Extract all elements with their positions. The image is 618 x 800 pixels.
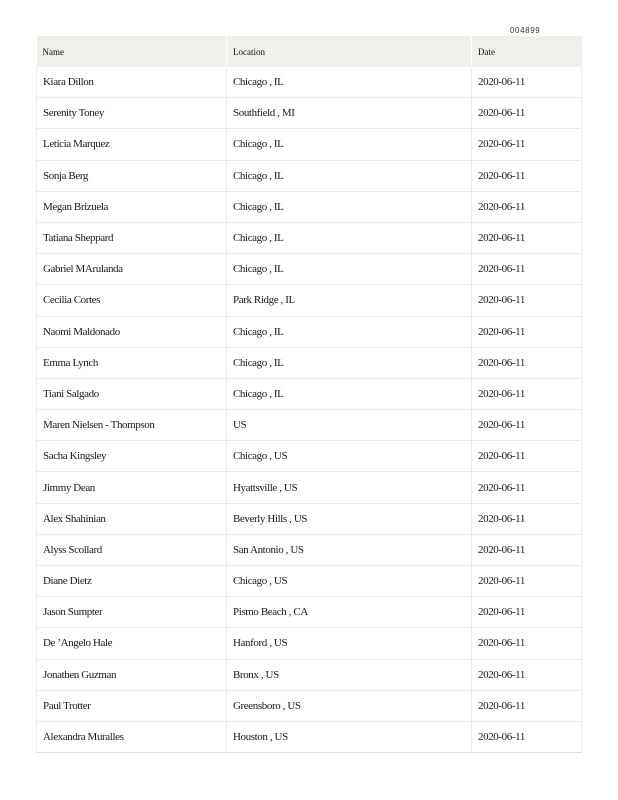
cell-date: 2020-06-11 — [472, 566, 582, 597]
cell-location: Chicago , IL — [227, 254, 472, 285]
cell-name: Emma Lynch — [37, 347, 227, 378]
cell-location: Hanford , US — [227, 628, 472, 659]
cell-date: 2020-06-11 — [472, 67, 582, 98]
cell-location: Pismo Beach , CA — [227, 597, 472, 628]
table-row — [37, 503, 582, 534]
table-row — [37, 160, 582, 191]
cell-location: Chicago , IL — [227, 347, 472, 378]
cell-location: Hyattsville , US — [227, 472, 472, 503]
table-row — [37, 441, 582, 472]
cell-date: 2020-06-11 — [472, 597, 582, 628]
cell-location: Chicago , US — [227, 441, 472, 472]
cell-date: 2020-06-11 — [472, 316, 582, 347]
table-row — [37, 534, 582, 565]
table-header-row — [37, 36, 582, 67]
cell-name: Megan Brizuela — [37, 191, 227, 222]
records-table — [36, 36, 582, 753]
table-body — [37, 67, 582, 753]
table-row — [37, 347, 582, 378]
cell-date: 2020-06-11 — [472, 98, 582, 129]
cell-name: Serenity Toney — [37, 98, 227, 129]
cell-name: Tatiana Sheppard — [37, 222, 227, 253]
cell-date: 2020-06-11 — [472, 472, 582, 503]
cell-name: Jason Sumpter — [37, 597, 227, 628]
cell-date: 2020-06-11 — [472, 441, 582, 472]
table-row — [37, 472, 582, 503]
cell-location: Southfield , MI — [227, 98, 472, 129]
cell-date: 2020-06-11 — [472, 410, 582, 441]
cell-location: Chicago , US — [227, 566, 472, 597]
cell-name: De ’Angelo Hale — [37, 628, 227, 659]
table-row — [37, 378, 582, 409]
table-row — [37, 597, 582, 628]
column-header-location: Location — [227, 36, 472, 67]
cell-date: 2020-06-11 — [472, 690, 582, 721]
table-row — [37, 410, 582, 441]
cell-location: Chicago , IL — [227, 129, 472, 160]
column-header-name: Name — [37, 36, 227, 67]
table-row — [37, 659, 582, 690]
table-row — [37, 566, 582, 597]
table-row — [37, 285, 582, 316]
cell-name: Cecilia Cortes — [37, 285, 227, 316]
column-header-date: Date — [472, 36, 582, 67]
cell-location: Chicago , IL — [227, 222, 472, 253]
cell-location: Park Ridge , IL — [227, 285, 472, 316]
cell-location: Chicago , IL — [227, 191, 472, 222]
cell-name: Leticia Marquez — [37, 129, 227, 160]
cell-location: Greensboro , US — [227, 690, 472, 721]
cell-date: 2020-06-11 — [472, 659, 582, 690]
cell-date: 2020-06-11 — [472, 254, 582, 285]
cell-location: Chicago , IL — [227, 67, 472, 98]
cell-location: Beverly Hills , US — [227, 503, 472, 534]
cell-name: Gabriel MArulanda — [37, 254, 227, 285]
cell-location: San Antonio , US — [227, 534, 472, 565]
cell-name: Alyss Scollard — [37, 534, 227, 565]
cell-date: 2020-06-11 — [472, 160, 582, 191]
table-row — [37, 222, 582, 253]
cell-date: 2020-06-11 — [472, 129, 582, 160]
cell-name: Jimmy Dean — [37, 472, 227, 503]
cell-location: Bronx , US — [227, 659, 472, 690]
cell-date: 2020-06-11 — [472, 503, 582, 534]
page-id: 004899 — [510, 26, 541, 35]
table-row — [37, 316, 582, 347]
table-row — [37, 129, 582, 160]
cell-name: Sacha Kingsley — [37, 441, 227, 472]
cell-location: Chicago , IL — [227, 316, 472, 347]
cell-name: Naomi Maldonado — [37, 316, 227, 347]
table-row — [37, 721, 582, 752]
cell-name: Kiara Dillon — [37, 67, 227, 98]
cell-name: Diane Dietz — [37, 566, 227, 597]
table-row — [37, 191, 582, 222]
cell-date: 2020-06-11 — [472, 222, 582, 253]
cell-date: 2020-06-11 — [472, 347, 582, 378]
cell-location: Houston , US — [227, 721, 472, 752]
cell-location: Chicago , IL — [227, 378, 472, 409]
cell-name: Paul Trotter — [37, 690, 227, 721]
table-row — [37, 628, 582, 659]
table-row — [37, 690, 582, 721]
cell-name: Sonja Berg — [37, 160, 227, 191]
cell-name: Jonathen Guzman — [37, 659, 227, 690]
cell-date: 2020-06-11 — [472, 628, 582, 659]
table-row — [37, 98, 582, 129]
cell-date: 2020-06-11 — [472, 534, 582, 565]
cell-date: 2020-06-11 — [472, 721, 582, 752]
table-row — [37, 254, 582, 285]
cell-name: Tiani Salgado — [37, 378, 227, 409]
table-row — [37, 67, 582, 98]
cell-name: Alex Shahinian — [37, 503, 227, 534]
cell-location: US — [227, 410, 472, 441]
cell-name: Maren Nielsen - Thompson — [37, 410, 227, 441]
cell-name: Alexandra Muralles — [37, 721, 227, 752]
cell-date: 2020-06-11 — [472, 191, 582, 222]
cell-location: Chicago , IL — [227, 160, 472, 191]
cell-date: 2020-06-11 — [472, 378, 582, 409]
cell-date: 2020-06-11 — [472, 285, 582, 316]
